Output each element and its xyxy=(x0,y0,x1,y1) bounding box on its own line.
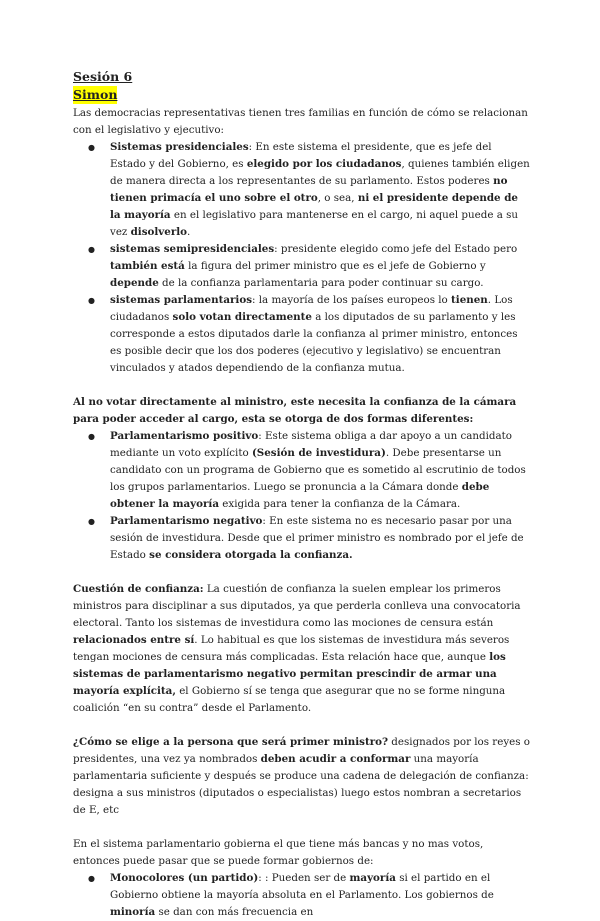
bold-text-run: debe obtener la mayoría xyxy=(110,481,490,510)
text-run: , o sea, xyxy=(317,192,358,204)
text-run: : la mayoría de los países europeos lo xyxy=(252,294,452,306)
bold-text-run: mayoría xyxy=(349,872,396,884)
author-name-highlighted: Simon xyxy=(73,87,118,102)
bold-text-run: ni el presidente depende de la mayoría xyxy=(110,192,518,221)
text-run: : presidente elegido como jefe del Estado pero xyxy=(274,243,518,255)
list-item xyxy=(110,292,530,377)
bold-text-run: minoría xyxy=(110,906,156,918)
bold-text-run: depende xyxy=(110,277,159,289)
text-run: exigida para tener la confianza de la Cámara. xyxy=(219,498,461,510)
page-title: Sesión 6 xyxy=(73,69,133,84)
bold-text-run: los sistemas de parlamentarismo negativo permitan prescindir de armar una mayoría explícita, xyxy=(73,651,506,697)
text-run: a los diputados de su parlamento y les corresponde a estos diputados darle la confianza al primer ministro, entonces es posible decir que los dos poderes (ejecutivo y legislativo) se encuentran vinculados y atados dependiendo de la confianza mutua. xyxy=(110,311,518,374)
bold-text-run: Parlamentarismo negativo xyxy=(110,515,263,527)
bold-text-run: elegido por los ciudadanos xyxy=(246,158,402,170)
text-run: : En este sistema no es necesario pasar por una sesión de investidura. Desde que el primer ministro es nombrado por el jefe de Estado xyxy=(110,515,524,561)
text-run: : En este sistema el presidente, que es jefe del Estado y del Gobierno, es xyxy=(110,141,492,170)
bold-text-run: Parlamentarismo positivo xyxy=(110,430,259,442)
question-confidence-paragraph xyxy=(73,581,530,717)
bold-text-run: Monocolores (un partido) xyxy=(110,872,259,884)
families-list xyxy=(73,139,530,377)
text-run: Las democracias representativas tienen tres familias en función de cómo se relacionan con el legislativo y ejecutivo: xyxy=(73,107,528,136)
bold-text-run: también está xyxy=(110,260,185,272)
bold-text-run: tienen xyxy=(451,294,488,306)
intro-paragraph xyxy=(73,105,530,139)
government-intro-paragraph xyxy=(73,836,530,870)
bold-text-run: sistemas parlamentarios xyxy=(110,294,253,306)
list-item xyxy=(110,139,530,241)
pm-election-paragraph xyxy=(73,734,530,819)
text-run: en el legislativo para mantenerse en el cargo, ni aquel puede a su vez xyxy=(110,209,519,238)
list-item xyxy=(110,870,530,921)
text-run: . Debe presentarse un candidato con un programa de Gobierno que es sometido al escrutinio de todos los grupos parlamentarios. Luego se pronuncia a la Cámara donde xyxy=(110,447,526,493)
text-run: : : Pueden ser de xyxy=(258,872,350,884)
list-item xyxy=(110,241,530,292)
bold-text-run: Cuestión de confianza: xyxy=(73,583,204,595)
bold-text-run: Al no votar directamente al ministro, este necesita la confianza de la cámara para poder acceder al cargo, esta se otorga de dos formas diferentes: xyxy=(73,396,517,425)
text-run: el Gobierno sí se tenga que asegurar que no se forme ninguna coalición “en su contra” desde el Parlamento. xyxy=(73,685,506,714)
bold-text-run: relacionados entre sí xyxy=(73,634,195,646)
bold-text-run: no tienen primacía el uno sobre el otro xyxy=(110,175,508,204)
text-run: . xyxy=(187,226,191,238)
bold-text-run: solo votan directamente xyxy=(172,311,312,323)
bold-text-run: disolverlo xyxy=(130,226,188,238)
forms-list xyxy=(73,428,530,564)
government-types-list xyxy=(73,870,530,921)
list-item xyxy=(110,428,530,513)
confidence-intro-paragraph xyxy=(73,394,530,428)
text-run: la figura del primer ministro que es el jefe de Gobierno y xyxy=(184,260,486,272)
text-run: de la confianza parlamentaria para poder continuar su cargo. xyxy=(158,277,484,289)
bold-text-run: (Sesión de investidura) xyxy=(251,447,386,459)
bold-text-run: deben acudir a conformar xyxy=(260,753,411,765)
text-run: : Este sistema obliga a dar apoyo a un candidato mediante un voto explícito xyxy=(110,430,512,459)
bold-text-run: sistemas semipresidenciales xyxy=(110,243,275,255)
text-run: designados por los reyes o presidentes, una vez ya nombrados xyxy=(73,736,530,765)
text-run: , quienes también eligen de manera directa a los representantes de su parlamento. Estos poderes xyxy=(110,158,530,187)
text-run: se dan con más frecuencia en xyxy=(155,906,314,918)
bold-text-run: se considera otorgada la confianza. xyxy=(149,549,353,561)
text-run: . Los ciudadanos xyxy=(110,294,513,323)
bold-text-run: ¿Cómo se elige a la persona que será primer ministro? xyxy=(73,736,389,748)
text-run: si el partido en el Gobierno obtiene la mayoría absoluta en el Parlamento. Los gobiernos de xyxy=(110,872,494,901)
text-run: . Lo habitual es que los sistemas de investidura más severos tengan mociones de censura más complicadas. Esta relación hace que, aunque xyxy=(73,634,510,663)
text-run: una mayoría parlamentaria suficiente y después se produce una cadena de delegación de confianza: designa a sus ministros (diputados o especialistas) luego estos nombran a secretarios de E, etc xyxy=(73,753,529,816)
text-run: La cuestión de confianza la suelen emplear los primeros ministros para disciplinar a sus diputados, ya que perderla conlleva una convocatoria electoral. Tanto los sistemas de investidura como las mociones de censura están xyxy=(73,583,521,629)
bold-text-run: Sistemas presidenciales xyxy=(110,141,249,153)
text-run: En el sistema parlamentario gobierna el que tiene más bancas y no mas votos, entonces puede pasar que se puede formar gobiernos de: xyxy=(73,838,484,867)
list-item xyxy=(110,513,530,564)
